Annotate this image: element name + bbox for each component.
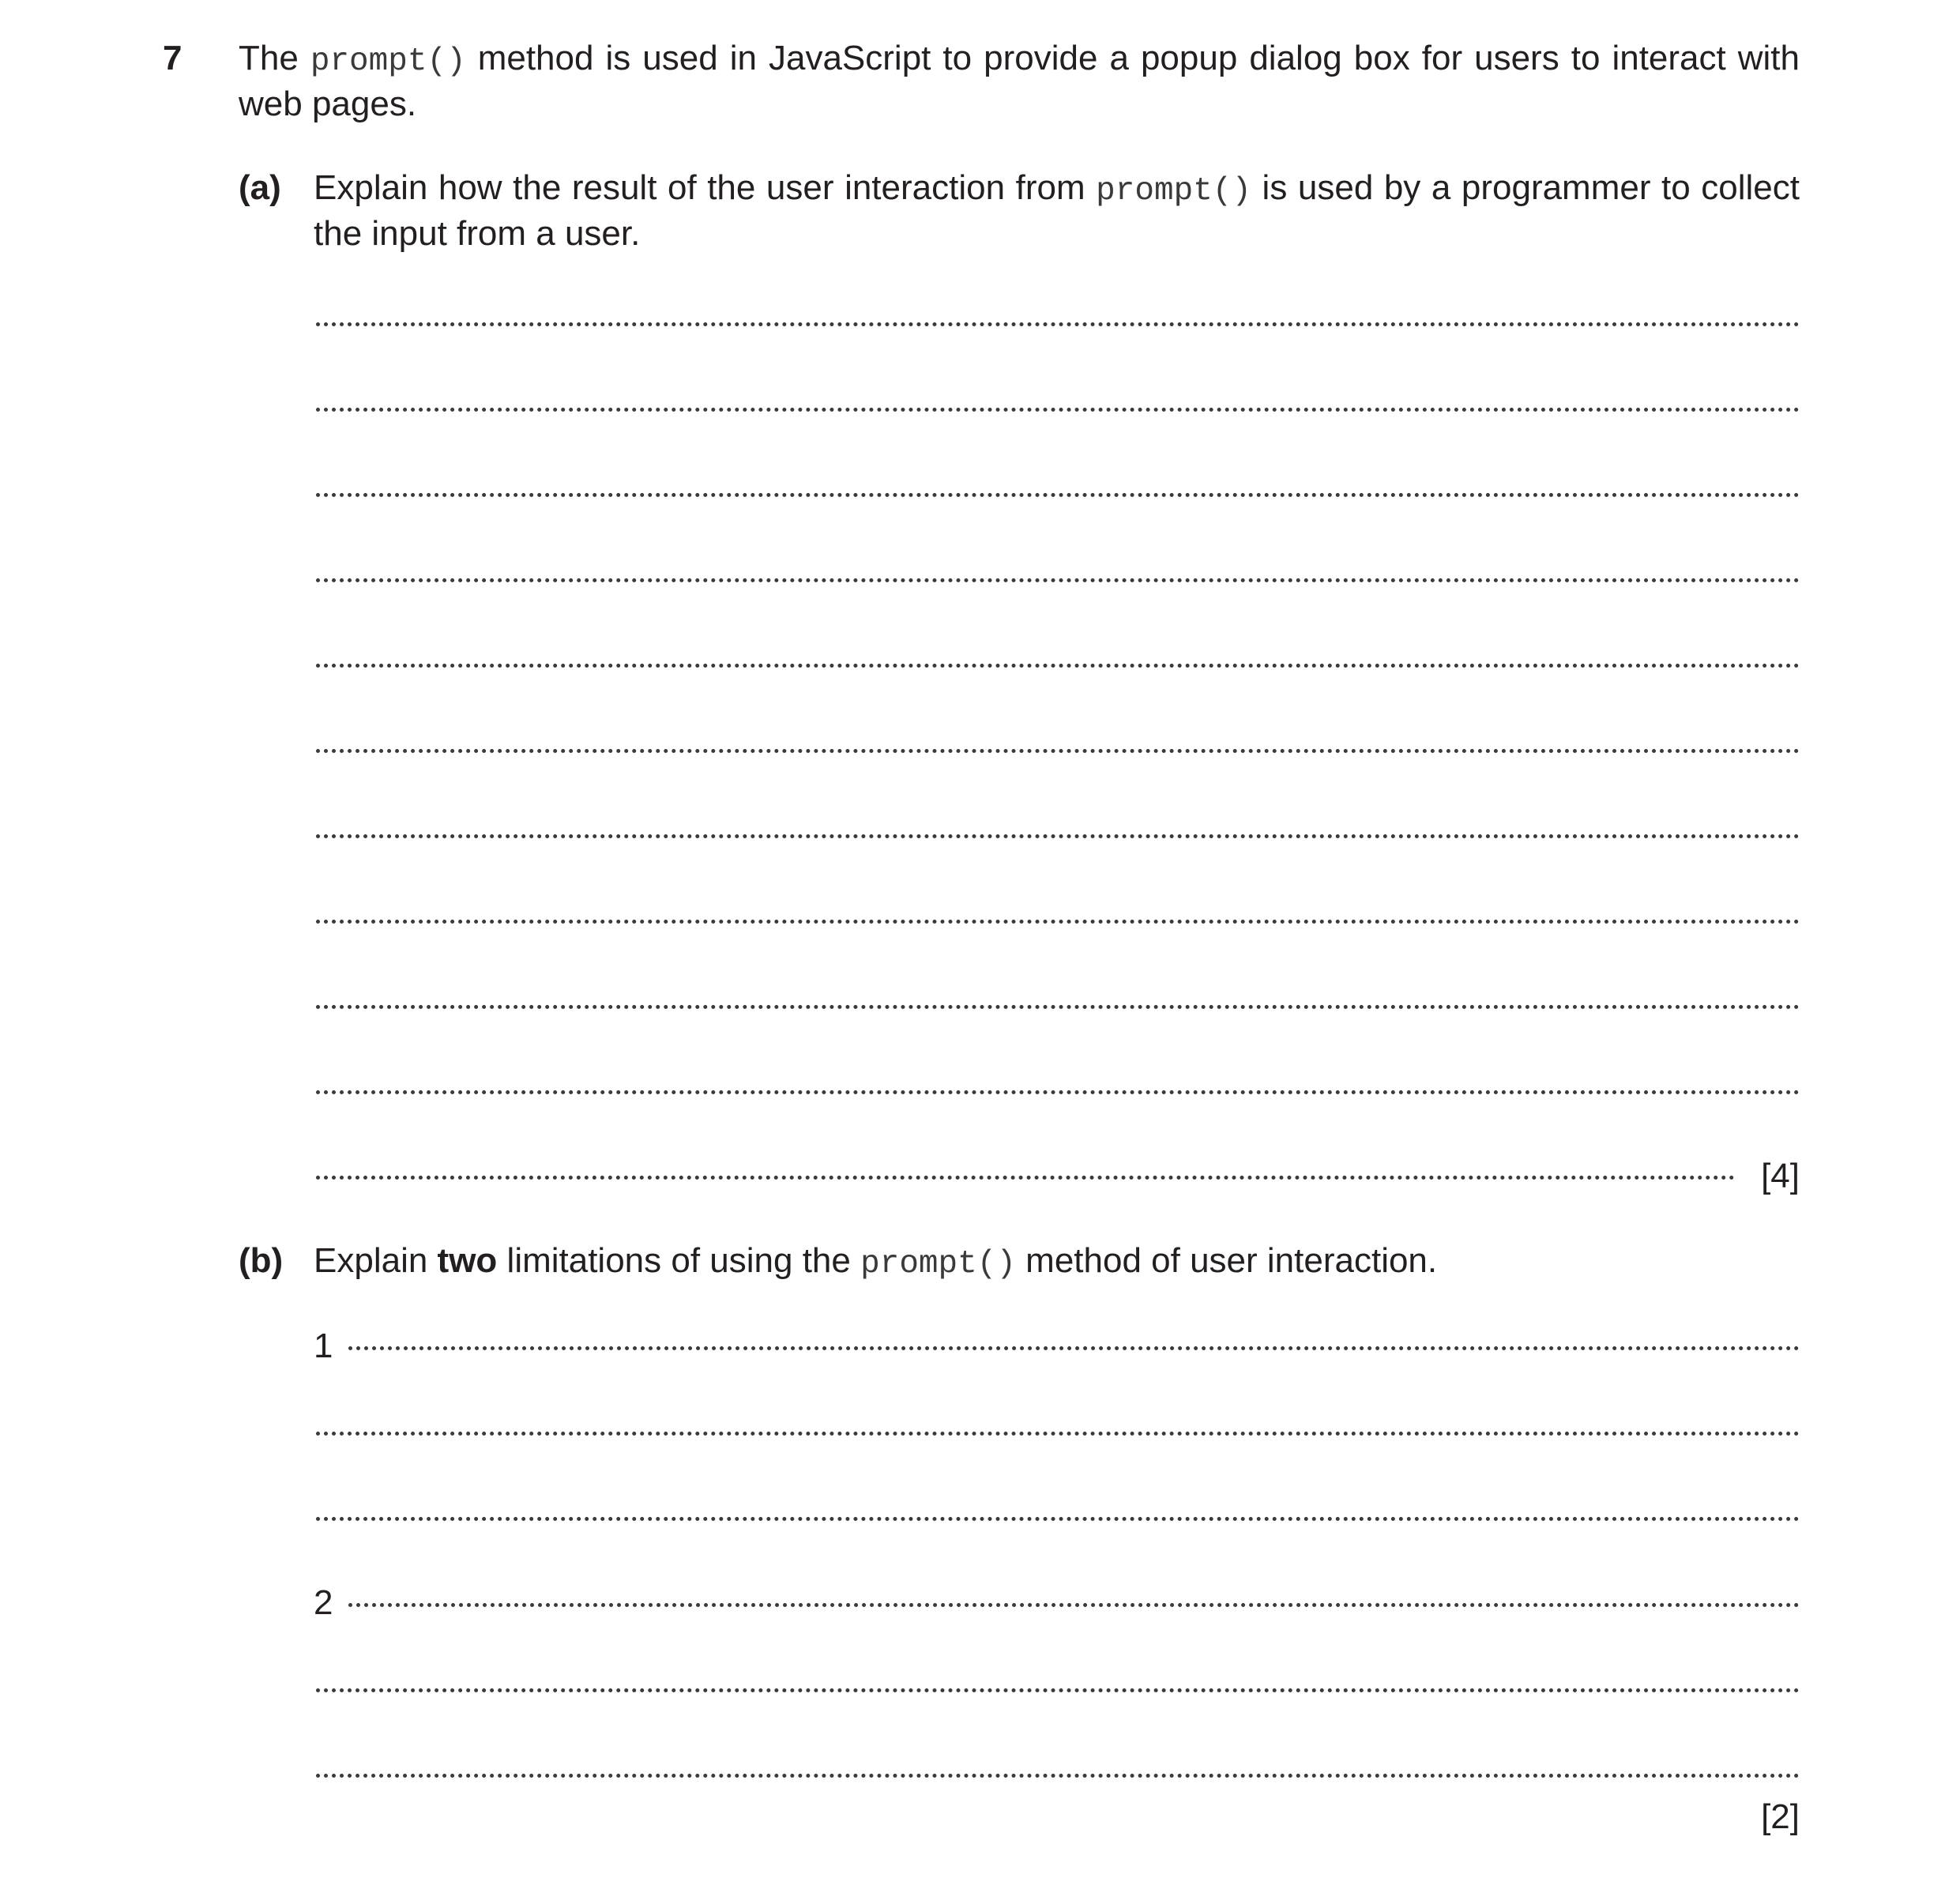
part-b-text-after: method of user interaction.	[1015, 1241, 1438, 1280]
answer-line[interactable]	[348, 1346, 1800, 1350]
answer-line[interactable]	[316, 1774, 1800, 1778]
limitation-1-number: 1	[314, 1327, 333, 1365]
stem-text-after: method is used in JavaScript to provide a popup dialog box for users to interact with web pages.	[239, 39, 1800, 123]
part-b-marks: [2]	[1761, 1797, 1800, 1836]
answer-line[interactable]	[348, 1603, 1800, 1607]
question-stem	[239, 37, 1800, 126]
answer-line[interactable]	[316, 578, 1800, 582]
part-a-text-after: is used by a programmer to collect the input from a user.	[314, 168, 1800, 253]
part-a-label: (a)	[239, 168, 281, 207]
answer-line[interactable]	[316, 1517, 1800, 1521]
answer-line[interactable]	[316, 1432, 1800, 1436]
part-b-question	[314, 1240, 1800, 1285]
answer-line[interactable]	[316, 1090, 1800, 1094]
part-b-text-bold: two	[437, 1241, 498, 1280]
answer-line[interactable]	[316, 322, 1800, 326]
answer-line[interactable]	[316, 493, 1800, 497]
answer-line[interactable]	[316, 1688, 1800, 1692]
answer-line[interactable]	[316, 834, 1800, 838]
limitation-2-number: 2	[314, 1583, 333, 1622]
answer-line[interactable]	[316, 664, 1800, 668]
answer-line[interactable]	[316, 920, 1800, 924]
stem-code: prompt()	[310, 43, 466, 80]
part-b-code: prompt()	[860, 1246, 1016, 1282]
answer-line[interactable]	[316, 408, 1800, 412]
part-b-text-before: Explain	[314, 1241, 438, 1280]
answer-line[interactable]	[316, 1176, 1735, 1180]
part-a-marks: [4]	[1761, 1157, 1800, 1195]
part-a-question	[314, 167, 1800, 255]
answer-line[interactable]	[316, 749, 1800, 753]
part-b-label: (b)	[239, 1241, 284, 1280]
answer-line[interactable]	[316, 1005, 1800, 1009]
stem-text-before: The	[239, 39, 310, 77]
part-a-text-before: Explain how the result of the user interaction from	[314, 168, 1097, 207]
part-a-code: prompt()	[1096, 173, 1252, 209]
part-b-text-middle: limitations of using the	[497, 1241, 861, 1280]
question-number: 7	[163, 39, 182, 77]
